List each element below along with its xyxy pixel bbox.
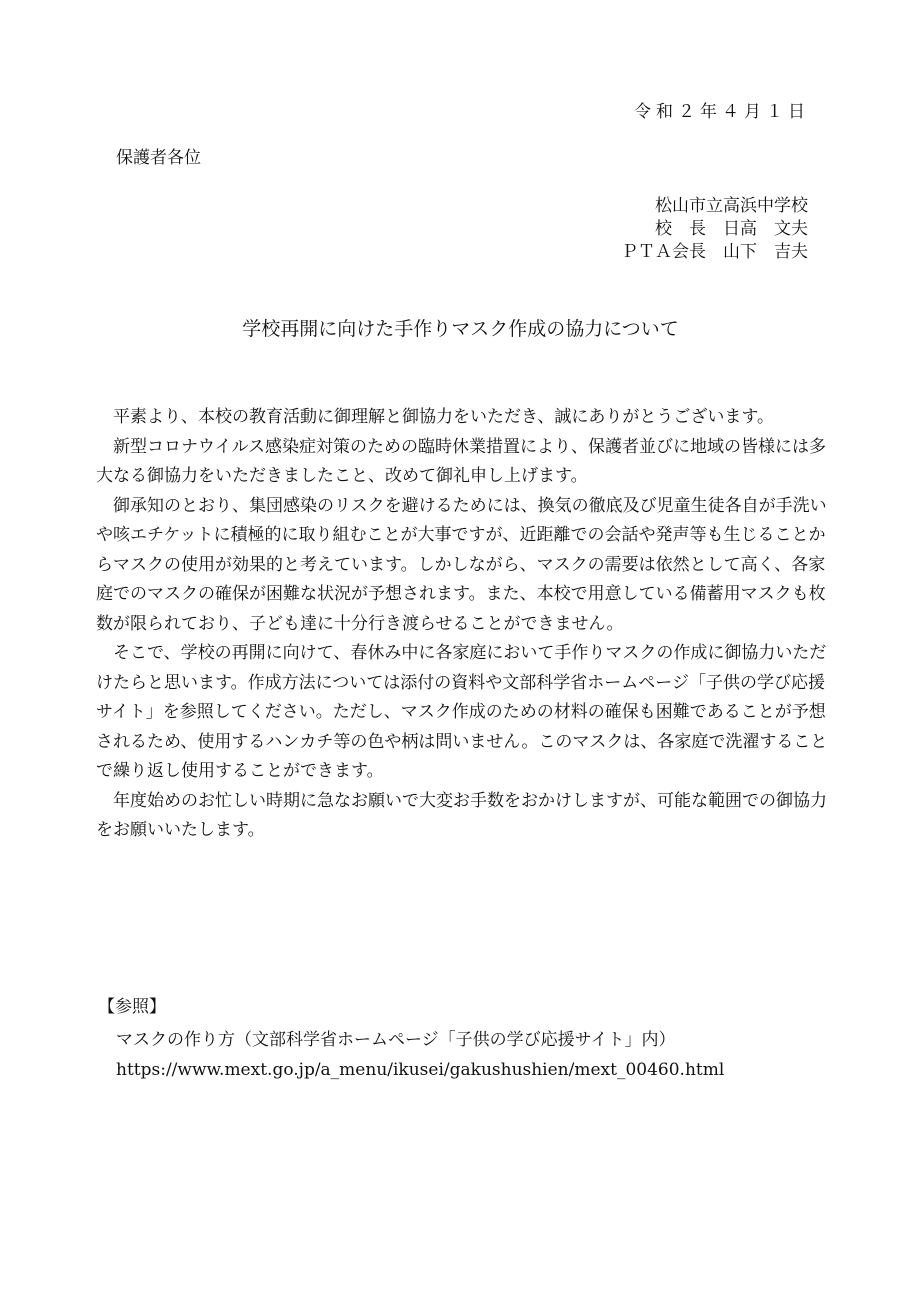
body-paragraph: 御承知のとおり、集団感染のリスクを避けるためには、換気の徹底及び児童生徒各自が手洗いや咳エチケットに積極的に取り組むことが大事ですが、近距離での会話や発声等も生じることからマスクの使用が効果的と考えています。しかしながら、マスクの需要は依然として高く、各家庭でのマスクの確保が困難な状況が予想されます。また、本校で用意している備蓄用マスクも枚数が限られており、子ども達に十分行き渡らせることができません。 <box>96 495 827 634</box>
letter-body <box>96 403 828 846</box>
reference-section <box>98 994 838 1085</box>
sender-principal: 校 長 日高 文夫 <box>655 219 808 239</box>
document-title: 学校再開に向けた手作りマスク作成の協力について <box>242 318 679 340</box>
document-date: 令和２年４月１日 <box>634 102 810 122</box>
body-paragraph: 新型コロナウイルス感染症対策のための臨時休業措置により、保護者並びに地域の皆様には多大なる御協力をいただきましたこと、改めて御礼申し上げます。 <box>96 436 826 486</box>
reference-heading: 【参照】 <box>98 997 166 1017</box>
reference-url[interactable]: https://www.mext.go.jp/a_menu/ikusei/gakushushien/mext_00460.html <box>116 1060 725 1080</box>
sender-pta-president: ＰＴＡ会長 山下 吉夫 <box>621 242 808 262</box>
sender-school: 松山市立高浜中学校 <box>655 196 808 216</box>
body-paragraph: 平素より、本校の教育活動に御理解と御協力をいただき、誠にありがとうございます。 <box>113 407 774 427</box>
addressee: 保護者各位 <box>116 148 201 168</box>
body-paragraph: そこで、学校の再開に向けて、春休み中に各家庭において手作りマスクの作成に御協力いただけたらと思います。作成方法については添付の資料や文部科学省ホームページ「子供の学び応援サイト」を参照してください。ただし、マスク作成のための材料の確保も困難であることが予想されるため、使用するハンカチ等の色や柄は問いません。このマスクは、各家庭で洗濯することで繰り返し使用することができます。 <box>96 643 828 781</box>
body-paragraph: 年度始めのお忙しい時期に急なお願いで大変お手数をおかけしますが、可能な範囲での御協力をお願いいたします。 <box>96 790 827 840</box>
reference-item: マスクの作り方（文部科学省ホームページ「子供の学び応援サイト」内） <box>116 1030 676 1050</box>
sender-block <box>600 195 808 264</box>
